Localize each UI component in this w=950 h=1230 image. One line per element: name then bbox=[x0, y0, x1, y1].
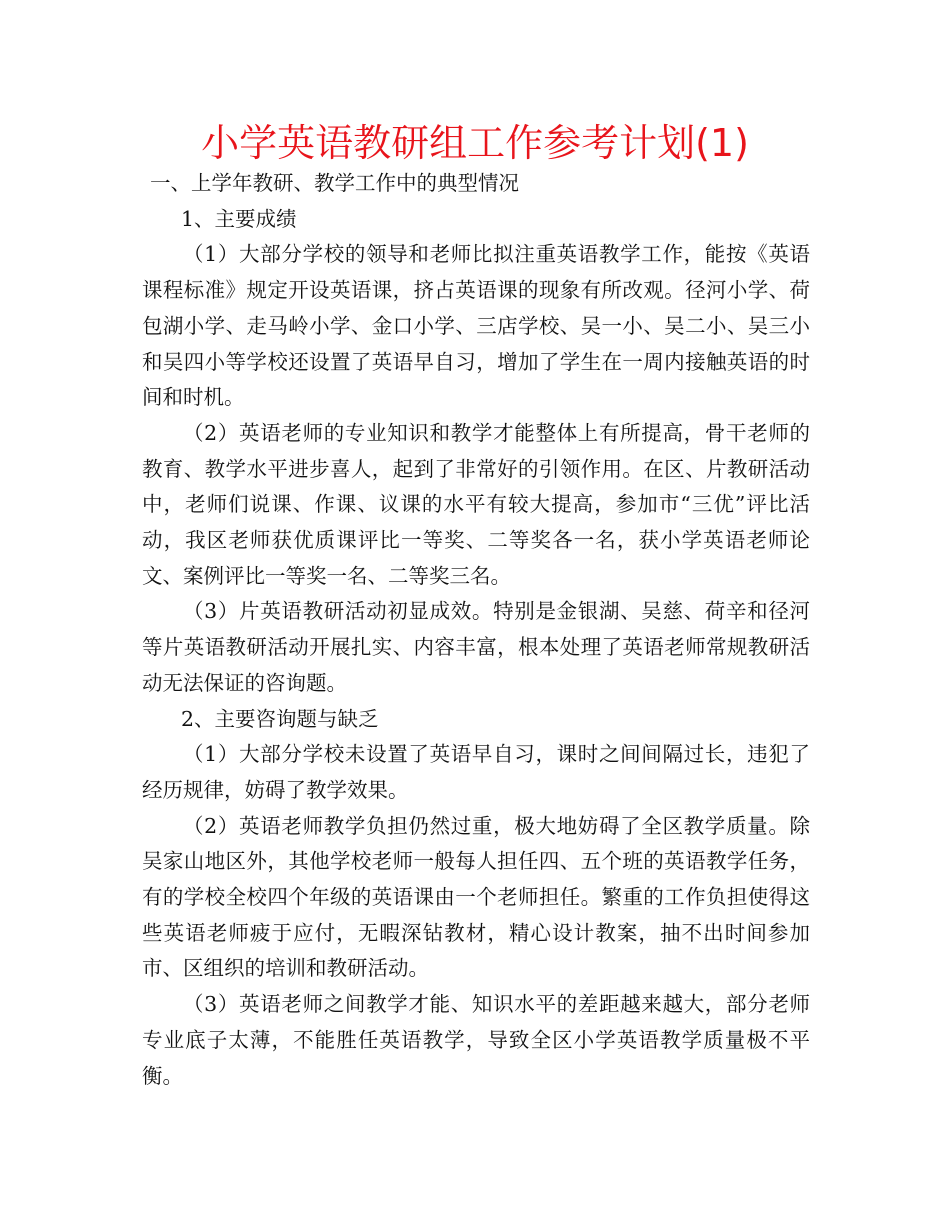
section-heading: 一、上学年教研、教学工作中的典型情况 bbox=[150, 171, 519, 195]
paragraph: （2）英语老师的专业知识和教学才能整体上有所提高，骨干老师的教育、教学水平进步喜人，起到了非常好的引领作用。在区、片教研活动中，老师们说课、作课、议课的水平有较大提高，参加市“三优”评比活动，我区老师获优质课评比一等奖、二等奖各一名，获小学英语老师论文、案例评比一等奖一名、二等奖三名。 bbox=[142, 420, 810, 588]
document-body bbox=[142, 166, 810, 1094]
document-title: 小学英语教研组工作参考计划(1) bbox=[201, 121, 749, 165]
paragraph: （3）片英语教研活动初显成效。特别是金银湖、吴慈、荷辛和径河等片英语教研活动开展扎实、内容丰富，根本处理了英语老师常规教研活动无法保证的咨询题。 bbox=[142, 599, 810, 695]
paragraph: （3）英语老师之间教学才能、知识水平的差距越来越大，部分老师专业底子太薄，不能胜任英语教学，导致全区小学英语教学质量极不平衡。 bbox=[142, 992, 810, 1088]
subsection-heading-achievements: 1、主要成绩 bbox=[181, 206, 297, 231]
subsection-heading-problems: 2、主要咨询题与缺乏 bbox=[181, 706, 379, 731]
paragraph: （1）大部分学校未设置了英语早自习，课时之间间隔过长，违犯了经历规律，妨碍了教学效果。 bbox=[142, 742, 810, 802]
paragraph: （1）大部分学校的领导和老师比拟注重英语教学工作，能按《英语课程标准》规定开设英语课，挤占英语课的现象有所改观。径河小学、荷包湖小学、走马岭小学、金口小学、三店学校、吴一小、吴二小、吴三小和吴四小等学校还设置了英语早自习，增加了学生在一周内接触英语的时间和时机。 bbox=[142, 242, 810, 410]
paragraph: （2）英语老师教学负担仍然过重，极大地妨碍了全区教学质量。除吴家山地区外，其他学校老师一般每人担任四、五个班的英语教学任务，有的学校全校四个年级的英语课由一个老师担任。繁重的工作负担使得这些英语老师疲于应付，无暇深钻教材，精心设计教案，抽不出时间参加市、区组织的培训和教研活动。 bbox=[142, 813, 810, 981]
